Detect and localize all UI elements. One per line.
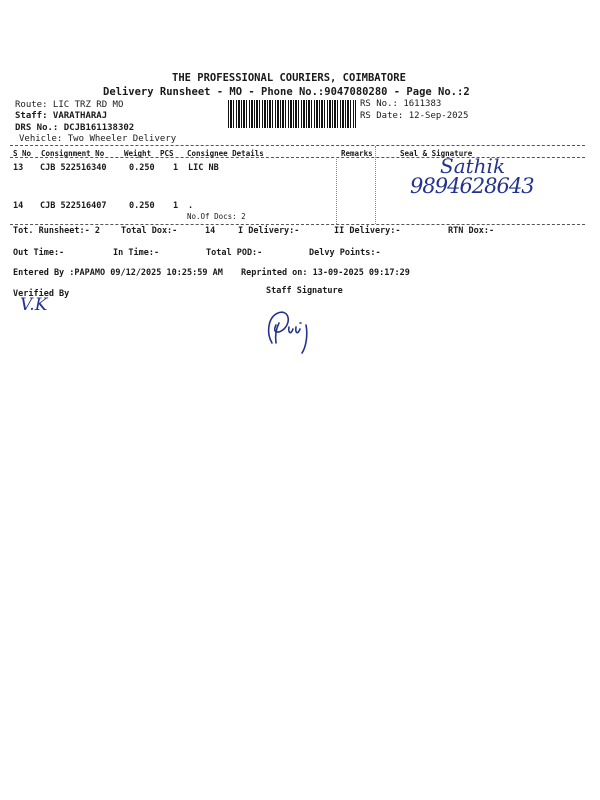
staff-signature-mark [262,303,322,358]
col-remarks: Remarks [341,149,373,158]
vehicle-label: Vehicle: Two Wheeler Delivery [19,134,177,144]
total-runsheet: Tot. Runsheet:- 2 [13,226,100,236]
col-seal: Seal & Signature [400,149,473,158]
col-pcs: PCS [160,149,174,158]
remarks-divider [336,157,337,224]
rs-number: RS No.: 1611383 [360,99,442,109]
reprinted-on: Reprinted on: 13-09-2025 09:17:29 [241,268,410,278]
row-sno: 14 [13,201,24,211]
row-weight: 0.250 [129,163,155,173]
company-title: THE PROFESSIONAL COURIERS, COIMBATORE [172,72,406,84]
table-bottom-rule [10,224,585,225]
barcode-image [228,100,356,128]
total-dox-value: 14 [205,226,216,236]
route-label: Route: LIC TRZ RD MO [15,100,124,110]
row-pcs: 1 [173,163,179,173]
out-time: Out Time:- [13,248,65,258]
col-consignee: Consignee Details [187,149,264,158]
seal-handwritten-name: Sathik [440,154,506,178]
row-consignment: CJB 522516407 [40,201,107,211]
staff-label: Staff: VARATHARAJ [15,111,108,121]
row-weight: 0.250 [129,201,155,211]
drs-number: DRS No.: DCJB161138302 [15,123,135,133]
i-delivery: I Delivery:- [238,226,300,236]
rtn-dox: RTN Dox:- [448,226,495,236]
row-consignment: CJB 522516340 [40,163,107,173]
row-sno: 13 [13,163,24,173]
in-time: In Time:- [113,248,160,258]
verifier-initials: V.K [20,295,48,315]
total-pod: Total POD:- [206,248,263,258]
runsheet-subtitle: Delivery Runsheet - MO - Phone No.:9047080280 - Page No.:2 [103,86,470,98]
seal-divider [375,146,376,224]
row-pcs: 1 [173,201,179,211]
staff-signature-label: Staff Signature [266,286,343,296]
table-top-rule [10,145,585,146]
ii-delivery: II Delivery:- [334,226,401,236]
row-consignee: . [188,201,194,211]
seal-handwritten-phone: 9894628643 [410,174,534,198]
col-sno: S No [13,149,32,158]
row-consignee: LIC NB [188,163,219,173]
col-consignment: Consignment No [41,149,105,158]
entered-by: Entered By :PAPAMO 09/12/2025 10:25:59 AM [13,268,223,278]
delvy-points: Delvy Points:- [309,248,381,258]
col-weight: Weight [124,149,152,158]
verified-by-label: Verified By [13,289,70,299]
rs-date: RS Date: 12-Sep-2025 [360,111,469,121]
row-docs-note: No.Of Docs: 2 [187,212,246,221]
total-dox-label: Total Dox:- [121,226,178,236]
